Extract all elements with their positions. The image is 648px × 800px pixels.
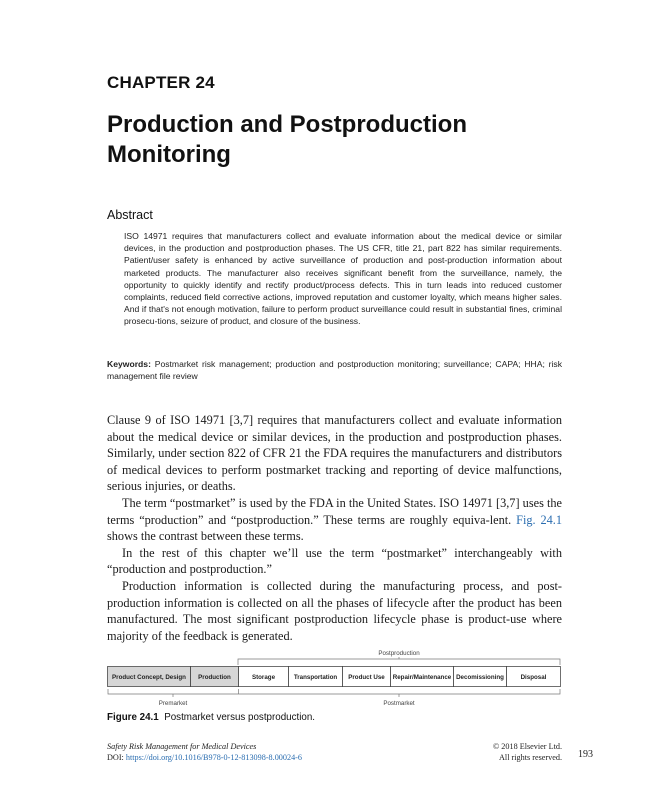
phase-storage: Storage (251, 674, 276, 681)
figure-24-1 (107, 648, 562, 708)
premarket-label: Premarket (158, 700, 188, 707)
postproduction-bracket (238, 659, 560, 665)
abstract-heading: Abstract (107, 208, 153, 222)
phase-repair-maintenance: Repair/Maintenance (392, 674, 452, 681)
doi-label: DOI: (107, 753, 126, 762)
paragraph-2-text-a: The term “postmarket” is used by the FDA in the United States. ISO 14971 [3,7] uses the terms “production” and “postproduction.” These terms are roughly equiva-lent. (107, 495, 562, 527)
figure-caption (107, 712, 315, 723)
page-number: 193 (578, 749, 593, 760)
phase-product-use: Product Use (348, 674, 385, 681)
copyright: © 2018 Elsevier Ltd. (493, 742, 562, 751)
postproduction-label: Postproduction (378, 650, 420, 657)
figure-caption-label: Figure 24.1 (107, 712, 159, 723)
abstract-text: ISO 14971 requires that manufacturers collect and evaluate information about the medical device or similar devices, in the production and postproduction phases. The US CFR, title 21, part 822 has similar requirements. Patient/user safety is enhanced by active surveillance of production and post-production information about marketed products. The manufacturer also receives significant benefit from the surveillance, namely, the opportunity to quickly identify and rectify product/process defects. This in turn leads into reduced customer complaints, reduced field corrective actions, improved reputation and customer loyalty, which means higher sales. And if that's not enough motivation, failure to perform product surveillance could result in substantial fines, criminal prosecu-tions, seizure of product, and closure of the business. (124, 231, 562, 327)
paragraph-1: Clause 9 of ISO 14971 [3,7] requires that manufacturers collect and evaluate information about the medical device or similar devices, in the production and postproduction phases. Similarly, under section 822 of CFR 21 the FDA requires the manufacturers and distributors of medical devices to perform postmarket tracking and reporting of device malfunctions, serious injuries, or deaths. (107, 413, 562, 494)
postmarket-label: Postmarket (383, 700, 415, 707)
phase-disposal: Disposal (520, 674, 547, 681)
figure-caption-text: Postmarket versus postproduction. (164, 712, 316, 723)
body-text (107, 412, 562, 644)
keywords-text: Postmarket risk management; production and postproduction monitoring; surveillance; CAPA; HHA; risk management file review (107, 359, 563, 382)
rights-reserved: All rights reserved. (499, 753, 562, 762)
footer-right (462, 741, 562, 763)
paragraph-2-text-b: shows the contrast between these terms. (107, 529, 304, 544)
phase-decomissioning: Decomissioning (456, 674, 504, 681)
lifecycle-diagram (107, 648, 562, 708)
market-bracket (108, 689, 560, 694)
footer-left (107, 741, 302, 763)
figure-reference-link[interactable]: Fig. 24.1 (516, 512, 562, 527)
doi-line (107, 752, 302, 763)
doi-link[interactable]: https://doi.org/10.1016/B978-0-12-813098-8.00024-6 (125, 753, 302, 762)
paragraph-2 (107, 495, 562, 545)
keywords (107, 358, 562, 382)
paragraph-4: Production information is collected during the manufacturing process, and post-production information is collected on all the phases of lifecycle after the product has been manufactured. The most significant postproduction lifecycle phase is product-use where majority of the feedback is generated. (107, 578, 562, 643)
paragraph-3: In the rest of this chapter we’ll use the term “postmarket” interchangeably with “production and postproduction.” (107, 545, 562, 577)
chapter-label: CHAPTER 24 (107, 73, 215, 92)
keywords-label: Keywords: (107, 359, 151, 369)
phase-production: Production (198, 674, 231, 681)
phase-transportation: Transportation (293, 674, 338, 681)
book-title: Safety Risk Management for Medical Devices (107, 742, 257, 751)
chapter-title: Production and Postproduction Monitoring (107, 111, 467, 168)
phase-concept-design: Product Concept, Design (112, 674, 186, 681)
